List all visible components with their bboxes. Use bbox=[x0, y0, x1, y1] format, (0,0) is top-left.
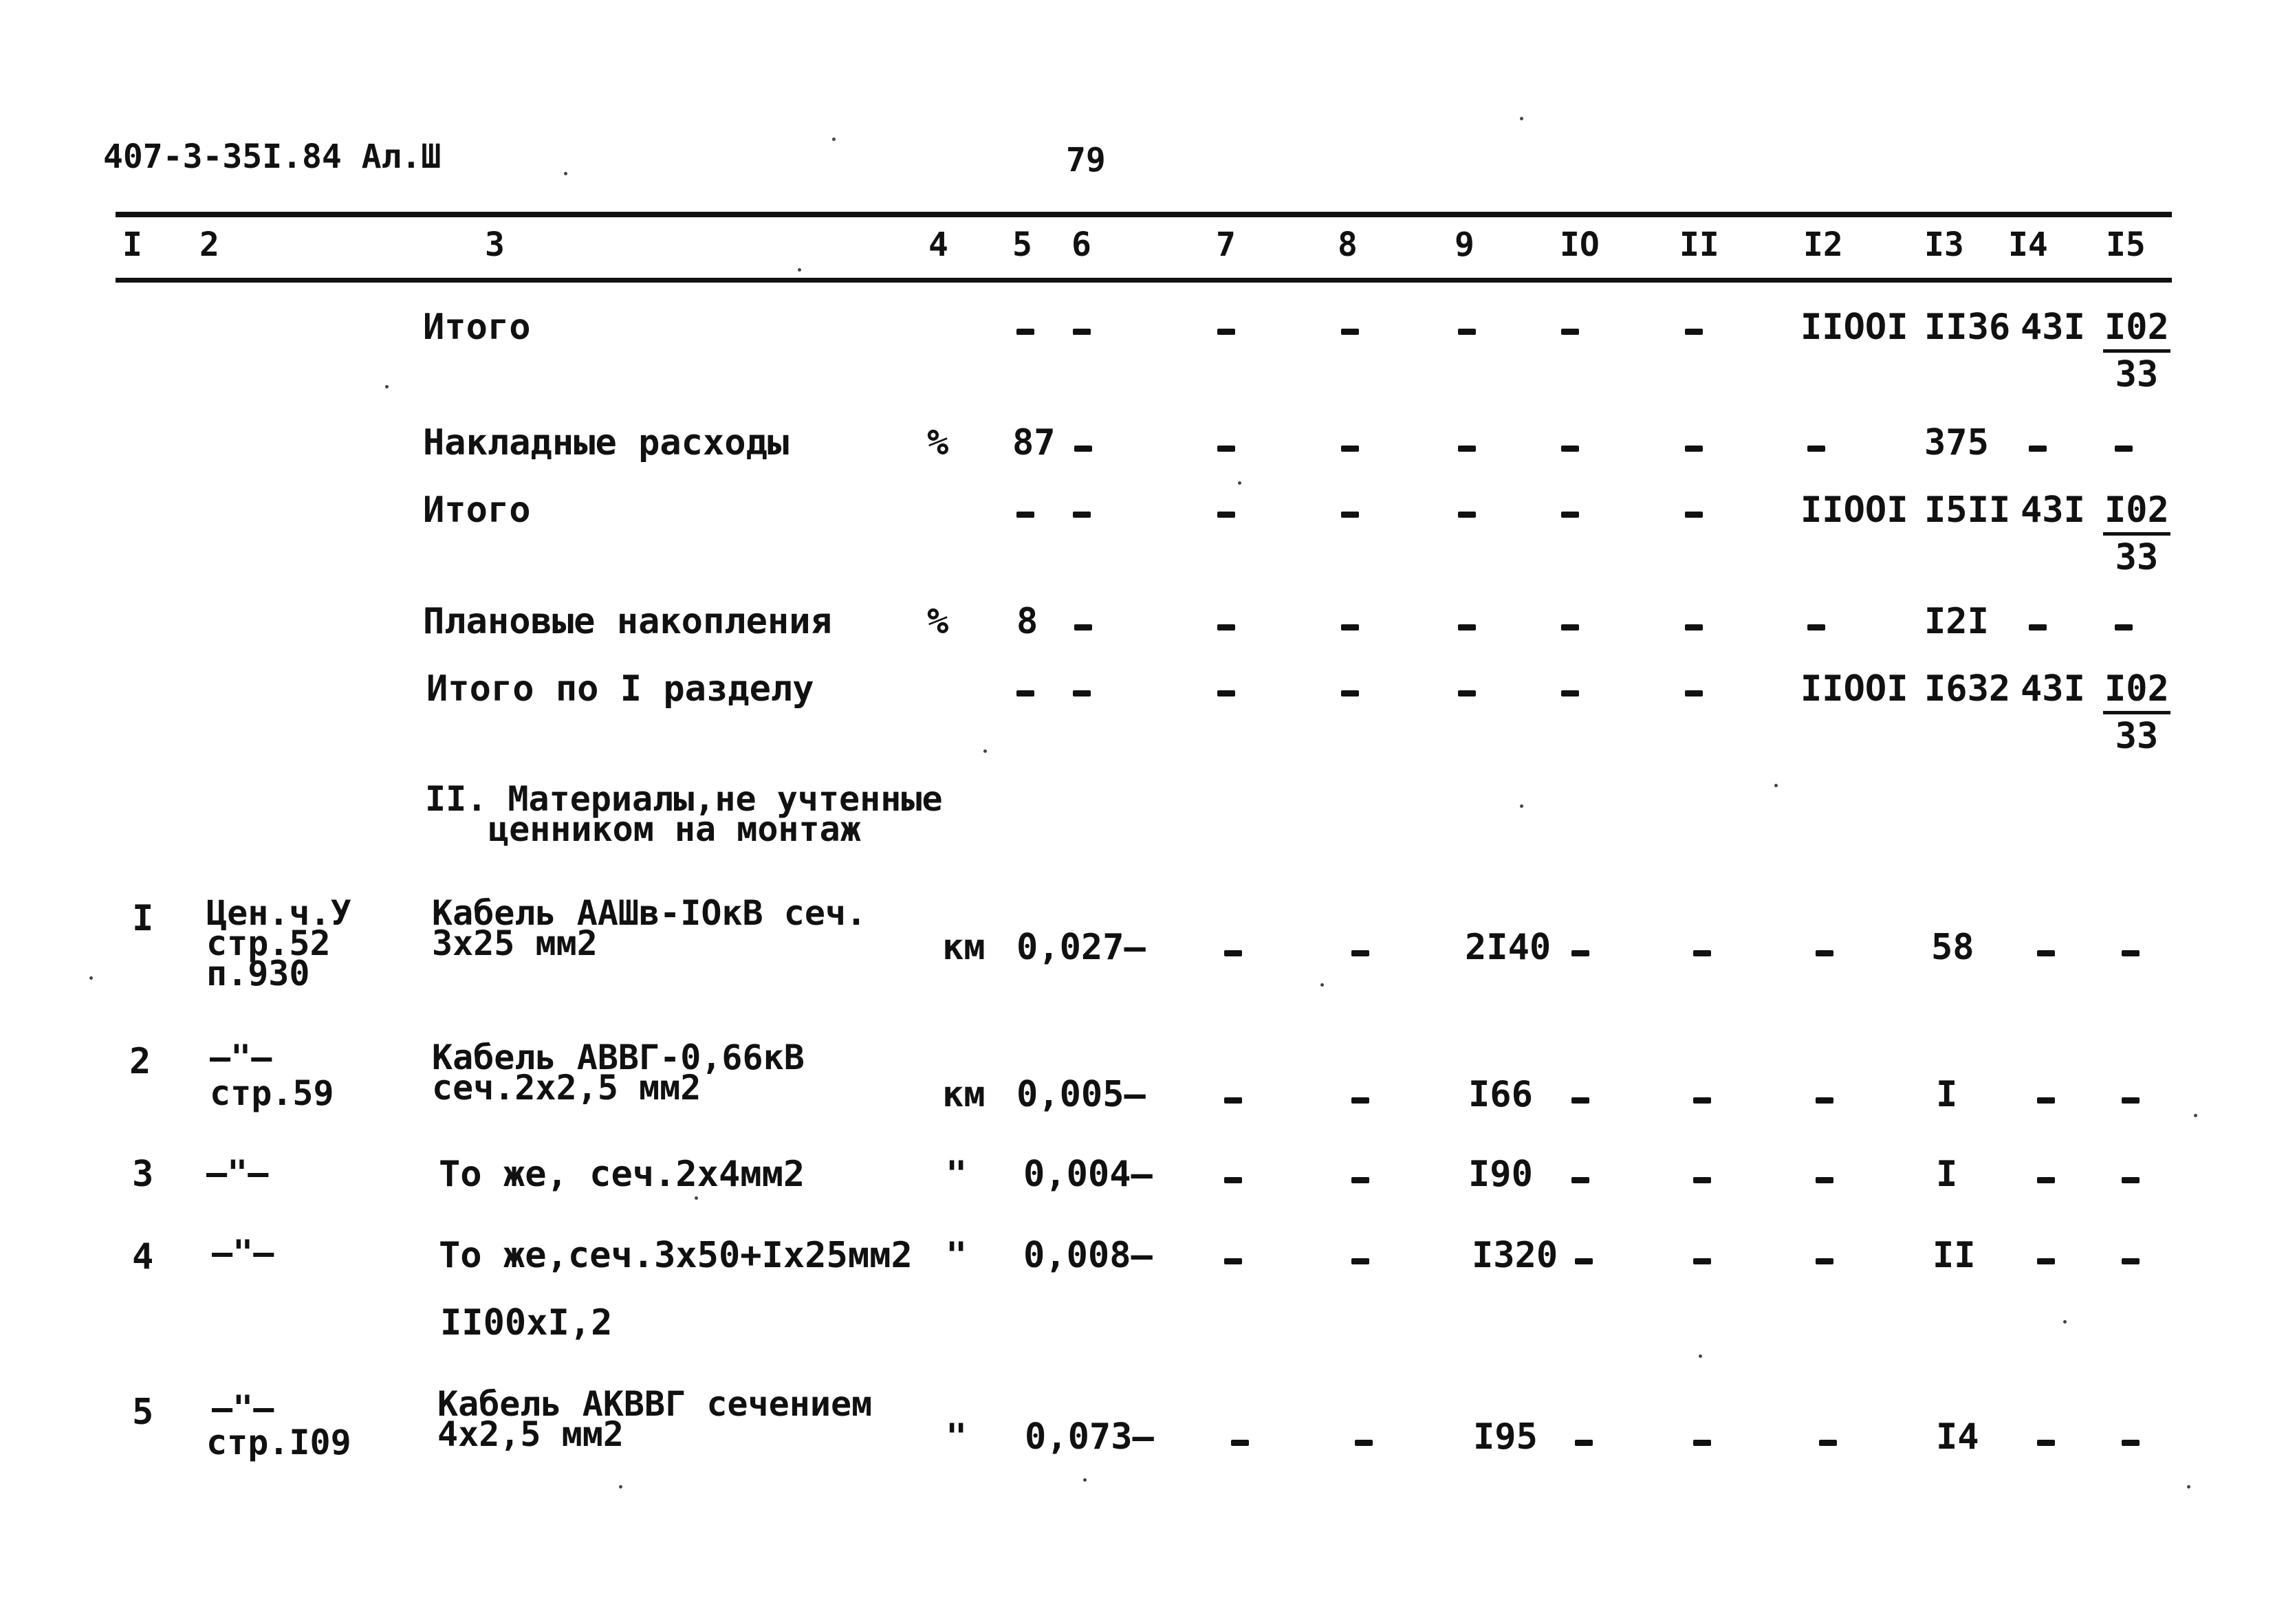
item-name-line2: 4х2,5 мм2 bbox=[437, 1414, 624, 1454]
dash-mark bbox=[1575, 1440, 1593, 1446]
dash-mark bbox=[1561, 512, 1579, 518]
dash-mark bbox=[1217, 329, 1235, 335]
scan-speck bbox=[832, 138, 836, 141]
dash-mark bbox=[1816, 1097, 1833, 1104]
cell-c13: I5II bbox=[1924, 490, 2011, 531]
row-name: Итого bbox=[423, 307, 531, 348]
dash-mark bbox=[1341, 329, 1359, 335]
fraction-denominator: 33 bbox=[2115, 716, 2159, 757]
dash-mark bbox=[2115, 624, 2133, 630]
dash-mark bbox=[2037, 1097, 2055, 1104]
col-header: I3 bbox=[1924, 226, 1964, 264]
dash-mark bbox=[1819, 1440, 1837, 1446]
dash-mark bbox=[1341, 446, 1359, 452]
item-unit: км bbox=[942, 927, 986, 968]
col-header: IO bbox=[1560, 226, 1600, 264]
dash-mark bbox=[2037, 1177, 2055, 1183]
cell-c9: I95 bbox=[1473, 1416, 1538, 1458]
item-name-line1: То же,сеч.3х50+Iх25мм2 bbox=[439, 1235, 913, 1276]
dash-mark bbox=[1816, 1258, 1833, 1264]
scan-speck bbox=[1320, 983, 1324, 987]
item-ref-line2: стр.I09 bbox=[206, 1423, 351, 1462]
col-header: 9 bbox=[1455, 226, 1474, 264]
dash-mark bbox=[1571, 1177, 1589, 1183]
item-ref-line1: –"– bbox=[212, 1233, 274, 1273]
dash-mark bbox=[1458, 446, 1476, 452]
item-quantity: 0,073– bbox=[1025, 1416, 1154, 1458]
item-unit: " bbox=[946, 1235, 968, 1276]
dash-mark bbox=[2122, 1258, 2140, 1264]
dash-mark bbox=[1685, 446, 1703, 452]
scan-speck bbox=[1520, 117, 1523, 120]
item-quantity: 0,005– bbox=[1016, 1074, 1146, 1115]
dash-mark bbox=[1458, 690, 1476, 696]
dash-mark bbox=[1685, 624, 1703, 630]
fraction-numerator: I02 bbox=[2103, 305, 2170, 353]
item-number: I bbox=[132, 898, 154, 939]
dash-mark bbox=[2122, 950, 2140, 956]
dash-mark bbox=[1561, 329, 1579, 335]
item-number: 3 bbox=[132, 1154, 154, 1195]
dash-mark bbox=[1073, 512, 1091, 518]
dash-mark bbox=[1458, 624, 1476, 630]
cell-c4: % bbox=[927, 422, 949, 463]
col-header: I2 bbox=[1803, 226, 1843, 264]
dash-mark bbox=[1575, 1258, 1593, 1264]
col-header: 8 bbox=[1338, 226, 1358, 264]
dash-mark bbox=[2037, 1258, 2055, 1264]
item-quantity: 0,008– bbox=[1023, 1235, 1153, 1276]
fraction-c15 bbox=[2103, 667, 2170, 758]
cell-c9: I66 bbox=[1468, 1074, 1533, 1115]
scan-speck bbox=[89, 976, 93, 980]
document-code: 407-3-35I.84 Ал.Ш bbox=[103, 138, 442, 176]
dash-mark bbox=[1351, 950, 1369, 956]
item-unit: " bbox=[946, 1154, 968, 1195]
cell-c13: I bbox=[1936, 1074, 1958, 1115]
cell-c5: 8 bbox=[1016, 601, 1038, 642]
col-header: I4 bbox=[2008, 226, 2048, 264]
cell-c5: 87 bbox=[1012, 422, 1056, 463]
row-name: Итого bbox=[423, 490, 531, 531]
item-ref-line1: –"– bbox=[210, 1038, 272, 1077]
scan-speck bbox=[798, 268, 801, 272]
item-quantity: 0,004– bbox=[1023, 1154, 1153, 1195]
scan-speck bbox=[2187, 1485, 2190, 1489]
dash-mark bbox=[1341, 624, 1359, 630]
row-name: Итого по I разделу bbox=[426, 668, 814, 710]
scan-speck bbox=[1238, 481, 1241, 485]
cell-c9: I90 bbox=[1468, 1154, 1533, 1195]
dash-mark bbox=[2122, 1177, 2140, 1183]
item-name-line2: 3х25 мм2 bbox=[432, 923, 598, 963]
dash-mark bbox=[1816, 1177, 1833, 1183]
scan-speck bbox=[1699, 1354, 1702, 1358]
dash-mark bbox=[1016, 690, 1034, 696]
col-header: 5 bbox=[1012, 226, 1032, 264]
item-quantity: 0,027– bbox=[1016, 927, 1146, 968]
col-header: 3 bbox=[485, 226, 505, 264]
row-name: Плановые накопления bbox=[423, 601, 832, 642]
item-ref-line2: стр.52 bbox=[206, 923, 331, 963]
dash-mark bbox=[1571, 950, 1589, 956]
cell-c13: II bbox=[1933, 1235, 1976, 1276]
col-header: I bbox=[122, 226, 142, 264]
cell-c13: 375 bbox=[1924, 422, 1989, 463]
dash-mark bbox=[1571, 1097, 1589, 1104]
fraction-denominator: 33 bbox=[2115, 537, 2159, 578]
dash-mark bbox=[2029, 446, 2047, 452]
dash-mark bbox=[2029, 624, 2047, 630]
col-header: I5 bbox=[2106, 226, 2146, 264]
cell-c14: 43I bbox=[2021, 307, 2085, 348]
dash-mark bbox=[1458, 329, 1476, 335]
scan-speck bbox=[1774, 784, 1778, 787]
dash-mark bbox=[2115, 446, 2133, 452]
dash-mark bbox=[1561, 690, 1579, 696]
fraction-denominator: 33 bbox=[2115, 354, 2159, 395]
dash-mark bbox=[1355, 1440, 1373, 1446]
item-name-line2: II00хI,2 bbox=[440, 1302, 613, 1343]
cell-c13: I2I bbox=[1924, 601, 1989, 642]
item-name-line1: Кабель ААШв-IОкВ сеч. bbox=[432, 893, 867, 933]
scan-speck bbox=[385, 385, 389, 388]
dash-mark bbox=[1016, 512, 1034, 518]
dash-mark bbox=[1816, 950, 1833, 956]
cell-c13: I632 bbox=[1924, 668, 2011, 710]
dash-mark bbox=[1561, 624, 1579, 630]
item-ref-line2: стр.59 bbox=[210, 1073, 334, 1113]
dash-mark bbox=[1217, 690, 1235, 696]
dash-mark bbox=[1073, 329, 1091, 335]
dash-mark bbox=[1685, 512, 1703, 518]
scan-speck bbox=[1083, 1478, 1087, 1482]
item-ref-line1: –"– bbox=[212, 1388, 274, 1428]
dash-mark bbox=[1224, 1258, 1242, 1264]
dash-mark bbox=[1458, 512, 1476, 518]
dash-mark bbox=[1016, 329, 1034, 335]
cell-c12: IIOOI bbox=[1800, 307, 1908, 348]
scan-speck bbox=[695, 1196, 698, 1200]
scan-speck bbox=[2063, 1320, 2067, 1324]
dash-mark bbox=[1693, 1177, 1711, 1183]
dash-mark bbox=[1231, 1440, 1249, 1446]
cell-c12: IIOOI bbox=[1800, 490, 1908, 531]
fraction-numerator: I02 bbox=[2103, 488, 2170, 536]
header-bottom-rule bbox=[116, 278, 2172, 283]
item-number: 4 bbox=[132, 1236, 154, 1277]
dash-mark bbox=[1351, 1097, 1369, 1104]
header-top-rule bbox=[116, 212, 2172, 217]
dash-mark bbox=[2122, 1440, 2140, 1446]
item-unit: км bbox=[942, 1074, 986, 1115]
fraction-c15 bbox=[2103, 488, 2170, 580]
dash-mark bbox=[1217, 624, 1235, 630]
item-name-line1: Кабель АВВГ-0,66кВ bbox=[432, 1038, 805, 1077]
dash-mark bbox=[1693, 1097, 1711, 1104]
col-header: 7 bbox=[1216, 226, 1236, 264]
dash-mark bbox=[2037, 950, 2055, 956]
dash-mark bbox=[1561, 446, 1579, 452]
dash-mark bbox=[1693, 1258, 1711, 1264]
item-name-line2: сеч.2х2,5 мм2 bbox=[432, 1068, 701, 1108]
item-name-line1: Кабель АКВВГ сечением bbox=[437, 1384, 873, 1424]
scan-speck bbox=[564, 172, 567, 175]
dash-mark bbox=[1224, 1097, 1242, 1104]
scan-speck bbox=[619, 1485, 622, 1489]
cell-c13: I4 bbox=[1936, 1416, 1979, 1458]
dash-mark bbox=[1074, 446, 1092, 452]
col-header: 2 bbox=[199, 226, 219, 264]
fraction-numerator: I02 bbox=[2103, 667, 2170, 714]
col-header: 6 bbox=[1071, 226, 1091, 264]
cell-c13: 58 bbox=[1931, 927, 1974, 968]
cell-c9: 2I40 bbox=[1465, 927, 1552, 968]
col-header: II bbox=[1679, 226, 1719, 264]
item-number: 2 bbox=[129, 1041, 151, 1082]
dash-mark bbox=[1351, 1258, 1369, 1264]
cell-c14: 43I bbox=[2021, 668, 2085, 710]
dash-mark bbox=[1693, 950, 1711, 956]
dash-mark bbox=[2122, 1097, 2140, 1104]
col-header: 4 bbox=[928, 226, 948, 264]
scan-speck bbox=[1520, 804, 1523, 808]
section-heading-line2: ценником на монтаж bbox=[488, 809, 861, 849]
item-ref-line1: Цен.ч.У bbox=[206, 893, 351, 933]
dash-mark bbox=[1351, 1177, 1369, 1183]
scan-speck bbox=[983, 749, 987, 753]
dash-mark bbox=[1224, 950, 1242, 956]
dash-mark bbox=[1341, 512, 1359, 518]
dash-mark bbox=[1685, 329, 1703, 335]
dash-mark bbox=[1807, 624, 1825, 630]
dash-mark bbox=[2037, 1440, 2055, 1446]
item-ref-line1: –"– bbox=[206, 1153, 269, 1193]
cell-c13: II36 bbox=[1924, 307, 2011, 348]
section-heading-line1: II. Материалы,не учтенные bbox=[425, 779, 943, 819]
cell-c4: % bbox=[927, 601, 949, 642]
item-ref-line3: п.930 bbox=[206, 954, 310, 994]
dash-mark bbox=[1217, 512, 1235, 518]
cell-c14: 43I bbox=[2021, 490, 2085, 531]
cell-c12: IIOOI bbox=[1800, 668, 1908, 710]
item-unit: " bbox=[946, 1416, 968, 1458]
dash-mark bbox=[1224, 1177, 1242, 1183]
scan-speck bbox=[2194, 1114, 2197, 1117]
dash-mark bbox=[1074, 624, 1092, 630]
cell-c13: I bbox=[1936, 1154, 1958, 1195]
dash-mark bbox=[1217, 446, 1235, 452]
dash-mark bbox=[1807, 446, 1825, 452]
item-name-line1: То же, сеч.2х4мм2 bbox=[439, 1154, 805, 1195]
dash-mark bbox=[1685, 690, 1703, 696]
dash-mark bbox=[1693, 1440, 1711, 1446]
row-name: Накладные расходы bbox=[423, 422, 790, 463]
cell-c9: I320 bbox=[1472, 1235, 1558, 1276]
dash-mark bbox=[1341, 690, 1359, 696]
fraction-c15 bbox=[2103, 305, 2170, 397]
page-number: 79 bbox=[1066, 141, 1106, 179]
dash-mark bbox=[1073, 690, 1091, 696]
item-number: 5 bbox=[132, 1392, 154, 1433]
